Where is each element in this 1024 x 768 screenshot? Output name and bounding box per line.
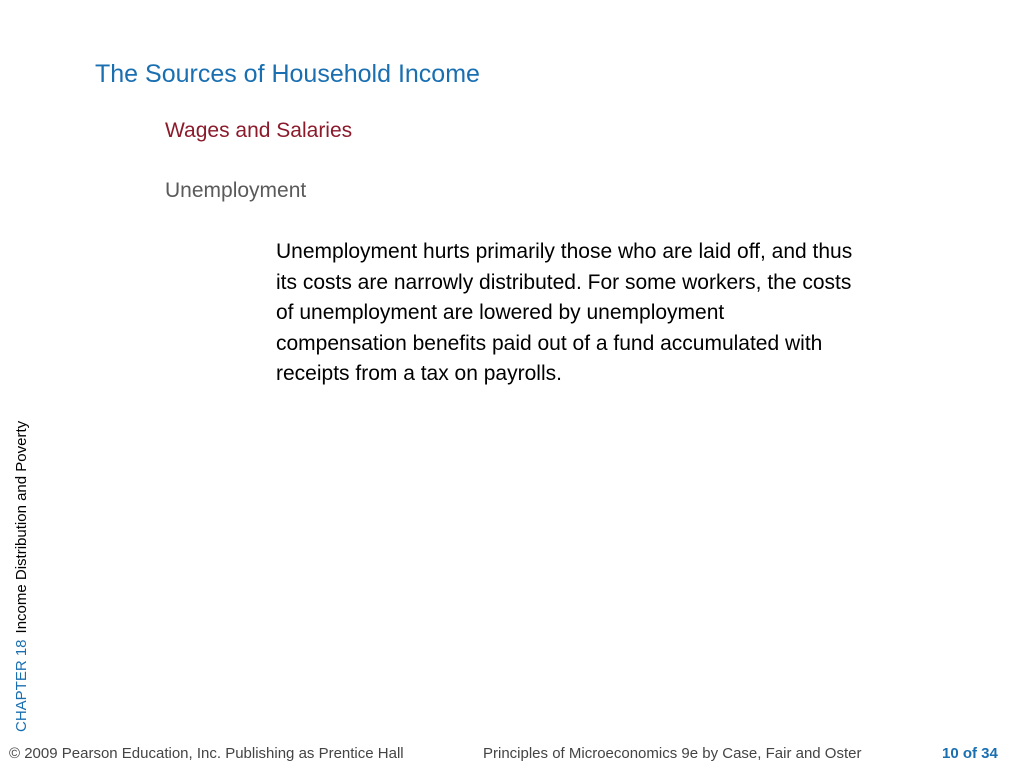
chapter-number: CHAPTER 18: [13, 639, 30, 732]
topic-heading: Unemployment: [165, 179, 307, 202]
footer-copyright: © 2009 Pearson Education, Inc. Publishing as Prentice Hall: [9, 745, 404, 762]
footer-book-title: Principles of Microeconomics 9e by Case, Fair and Oster: [483, 745, 862, 762]
section-heading: Wages and Salaries: [165, 119, 353, 142]
page-number: 10 of 34: [942, 745, 998, 762]
slide-title: The Sources of Household Income: [95, 60, 480, 88]
footer: [0, 745, 1024, 767]
chapter-title: Income Distribution and Poverty: [13, 420, 30, 634]
body-paragraph: Unemployment hurts primarily those who are laid off, and thus its costs are narrowly distributed. For some workers, the costs of unemployment are lowered by unemployment compensation benefits paid out of a fund accumulated with receipts from a tax on payrolls.: [276, 240, 853, 385]
chapter-sidebar-label: [12, 421, 32, 732]
